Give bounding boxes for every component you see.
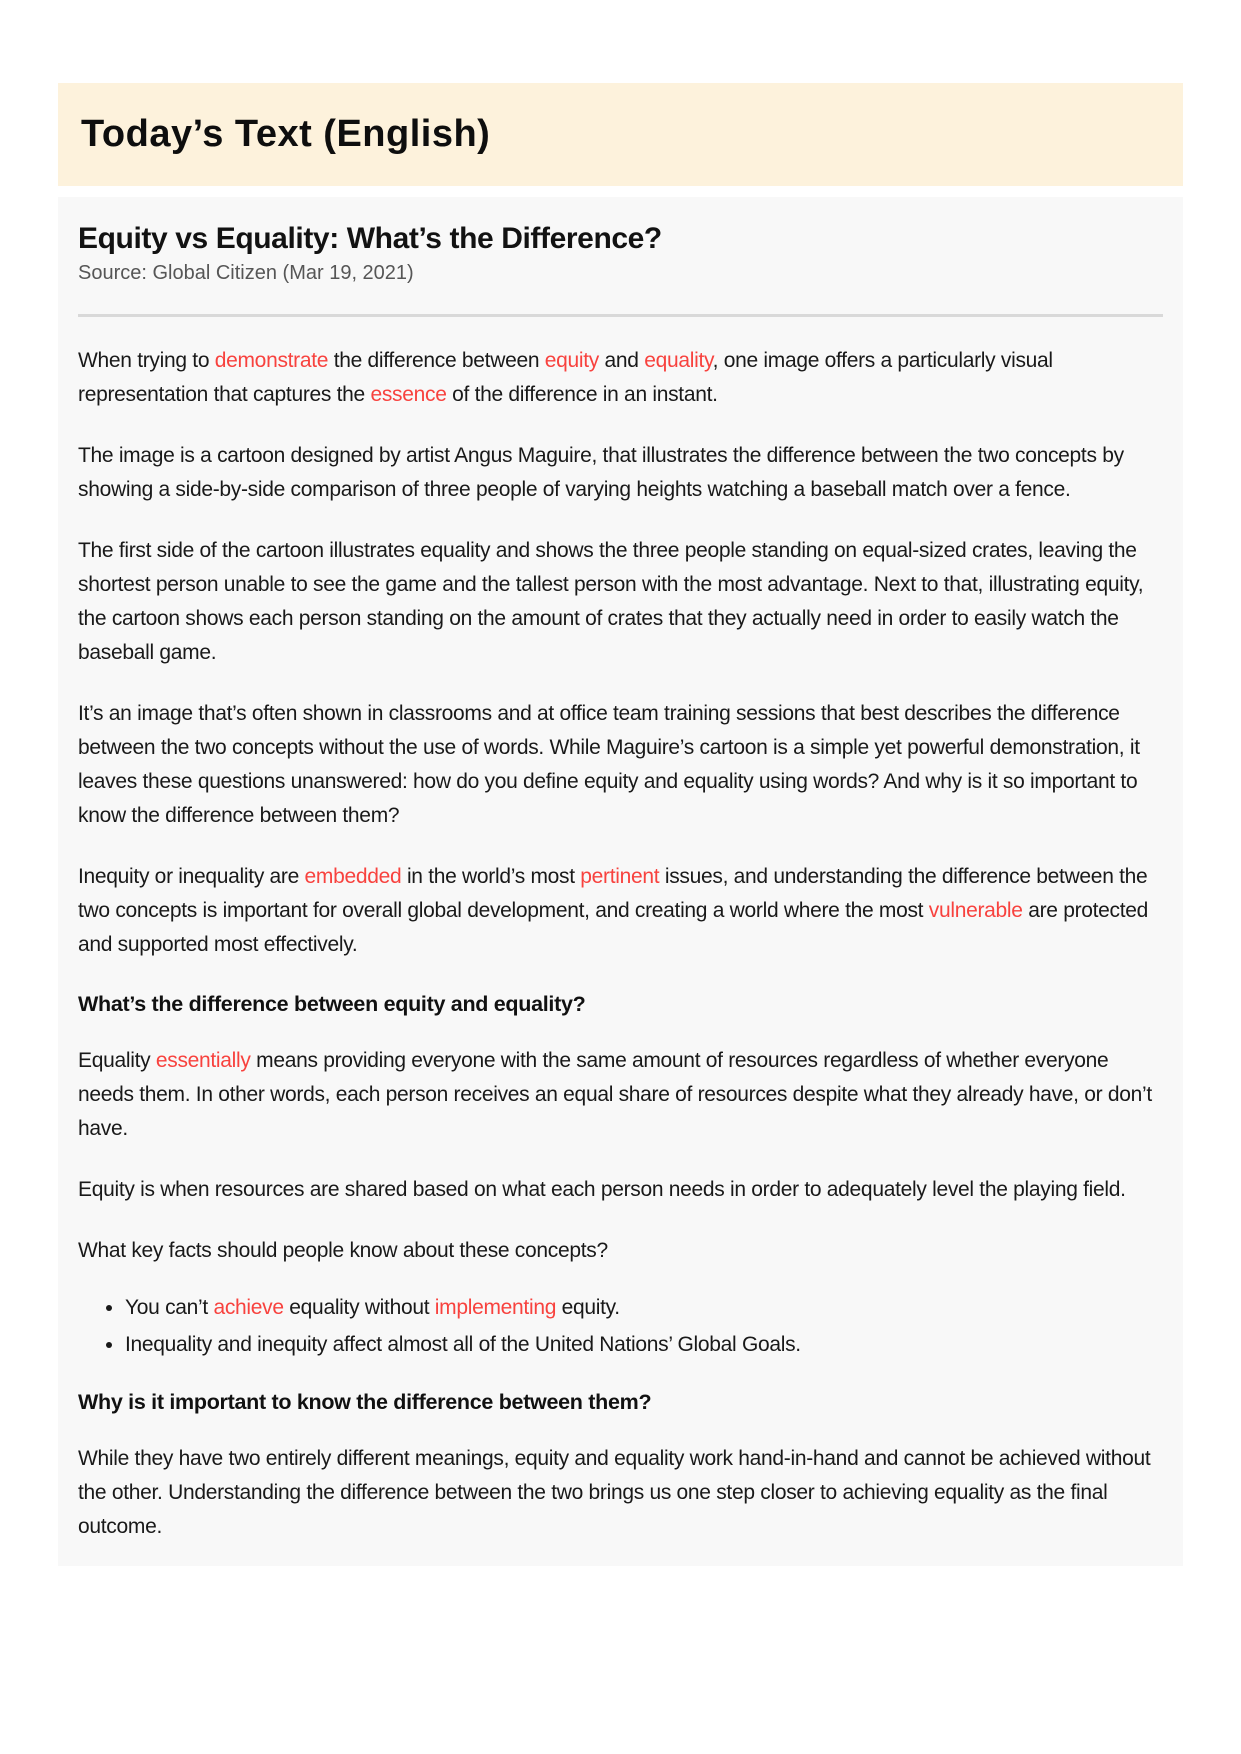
subheading: Why is it important to know the difference between them?	[78, 1390, 652, 1415]
text-run: Inequity or inequality are	[78, 865, 305, 889]
subheading: What’s the difference between equity and equality?	[78, 992, 586, 1017]
article-body	[78, 344, 1163, 1544]
text-run: While they have two entirely different meanings, equity and equality work hand-in-hand and cannot be achieved without the other. Understanding the difference between the two brings us one step closer to achieving equality as the final outcome.	[78, 1447, 1151, 1539]
text-run: issues, and understanding the difference between the two concepts is important for overall global development, and creating a world where the most	[78, 865, 1148, 923]
paragraph	[78, 344, 1163, 412]
text-run: It’s an image that’s often shown in classrooms and at office team training sessions that best describes the difference between the two concepts without the use of words. While Maguire’s cartoon is a simple yet powerful demonstration, it leaves these questions unanswered: how do you define equity and equality using words? And why is it so important to know the difference between them?	[78, 702, 1140, 828]
highlighted-word: achieve	[213, 1296, 284, 1320]
paragraph	[78, 439, 1163, 507]
article-source: Source: Global Citizen (Mar 19, 2021)	[78, 262, 414, 284]
article-title: Equity vs Equality: What’s the Difference?	[78, 222, 662, 255]
page-title: Today’s Text (English)	[81, 113, 491, 155]
highlighted-word: demonstrate	[214, 349, 329, 372]
highlighted-word: embedded	[304, 865, 402, 889]
list-item	[125, 1329, 1163, 1361]
highlighted-word: implementing	[434, 1296, 557, 1320]
text-run: of the difference in an instant.	[446, 383, 718, 407]
paragraph	[78, 1234, 1163, 1268]
text-run: means providing everyone with the same amount of resources regardless of whether everyone needs them. In other words, each person receives an equal share of resources despite what they already have, or don’t have.	[78, 1049, 1152, 1141]
divider	[78, 314, 1163, 317]
text-run: Inequality and inequity affect almost all of the United Nations’ Global Goals.	[125, 1332, 801, 1356]
paragraph	[78, 860, 1163, 962]
header-banner	[58, 83, 1183, 186]
text-run: , one image offers a particularly visual representation that captures the	[78, 349, 1053, 407]
text-run: in the world’s most	[401, 865, 581, 889]
highlighted-word: equality	[644, 349, 713, 372]
text-run: The first side of the cartoon illustrates equality and shows the three people standing on equal-sized crates, leaving the shortest person unable to see the game and the tallest person with the most advantage. Next to that, illustrating equity, the cartoon shows each person standing on the amount of crates that they actually need in order to easily watch the baseball game.	[78, 539, 1144, 665]
highlighted-word: equity	[544, 349, 599, 372]
text-run: the difference between	[328, 349, 545, 372]
paragraph	[78, 534, 1163, 670]
text-run: The image is a cartoon designed by artist Angus Maguire, that illustrates the difference between the two concepts by showing a side-by-side comparison of three people of varying heights watching a baseball match over a fence.	[78, 444, 1124, 502]
paragraph	[78, 1442, 1163, 1544]
text-run: What key facts should people know about these concepts?	[78, 1239, 608, 1263]
text-run: and	[599, 349, 645, 372]
text-run: You can’t	[125, 1296, 214, 1320]
paragraph	[78, 1173, 1163, 1207]
highlighted-word: essentially	[155, 1049, 251, 1073]
highlighted-word: essence	[370, 383, 447, 407]
highlighted-word: pertinent	[580, 865, 660, 889]
paragraph	[78, 1044, 1163, 1146]
text-run: are protected and supported most effectively.	[78, 899, 1149, 957]
paragraph	[78, 697, 1163, 833]
text-run: equity.	[556, 1296, 620, 1320]
text-run: equality without	[283, 1296, 435, 1320]
list-item	[125, 1292, 1163, 1324]
text-run: Equality	[78, 1049, 156, 1073]
bullet-list	[78, 1292, 1163, 1360]
article-card	[58, 197, 1183, 1566]
highlighted-word: vulnerable	[928, 899, 1023, 923]
text-run: Equity is when resources are shared based on what each person needs in order to adequately level the playing field.	[78, 1178, 1126, 1202]
text-run: When trying to	[78, 349, 215, 372]
